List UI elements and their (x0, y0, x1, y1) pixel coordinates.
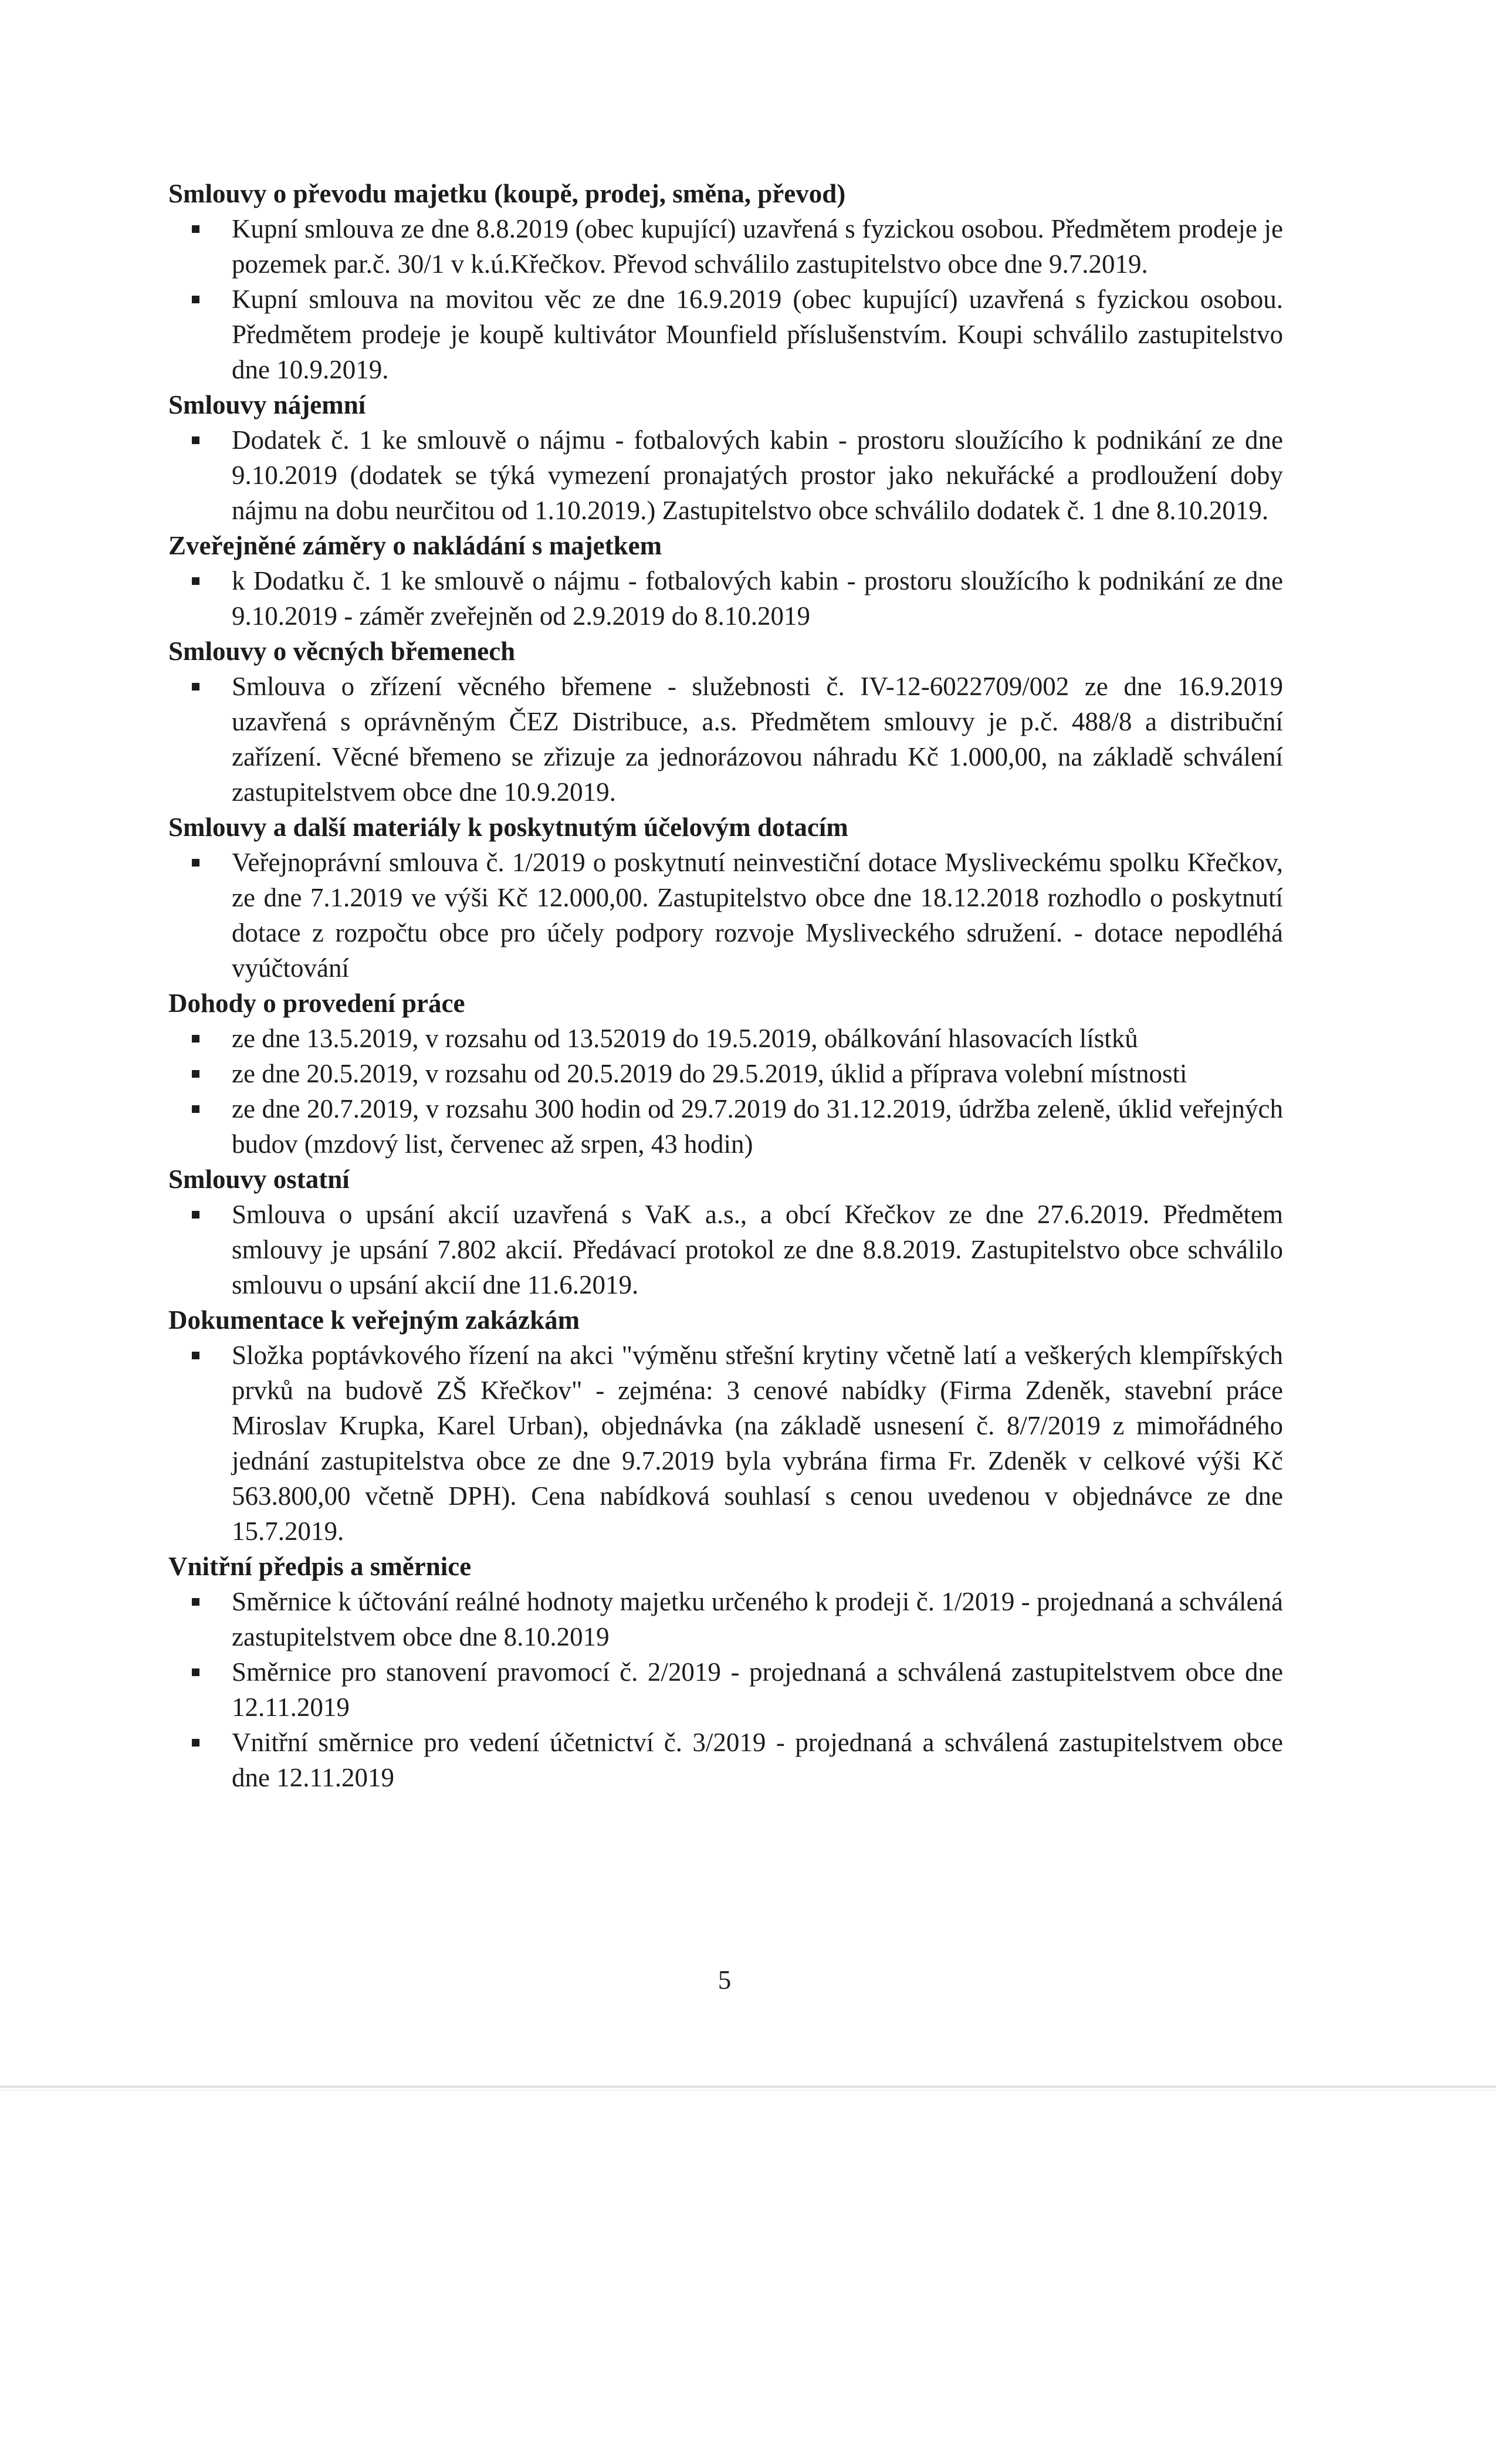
list-item (168, 282, 1283, 387)
list-item (168, 1197, 1283, 1302)
bullet-icon (192, 1035, 199, 1043)
list-item (168, 1021, 1283, 1056)
bullet-icon (192, 1105, 199, 1113)
section-heading: Dohody o provedení práce (168, 989, 465, 1018)
bullet-list (168, 563, 1283, 634)
list-item (168, 1654, 1283, 1725)
bullet-icon (192, 296, 199, 303)
list-item (168, 1056, 1283, 1091)
list-item (168, 211, 1283, 282)
section-heading: Smlouvy a další materiály k poskytnutým účelovým dotacím (168, 813, 848, 842)
section-heading: Smlouvy o věcných břemenech (168, 637, 516, 666)
bullet-icon (192, 1739, 199, 1747)
list-item-text: Veřejnoprávní smlouva č. 1/2019 o poskytnutí neinvestiční dotace Mysliveckému spolku Křečkov, ze dne 7.1.2019 ve výši Kč 12.000,00. Zastupitelstvo obce dne 18.12.2018 rozhodlo o poskytnutí dotace z rozpočtu obce pro účely podpory rozvoje Mysliveckého sdružení. - dotace nepodléhá vyúčtování (232, 848, 1283, 983)
bullet-list (168, 1021, 1283, 1162)
document-content (168, 176, 1283, 1795)
bullet-icon (192, 577, 199, 585)
section-heading: Zveřejněné záměry o nakládání s majetkem (168, 531, 662, 560)
section-heading: Smlouvy o převodu majetku (koupě, prodej, směna, převod) (168, 179, 846, 208)
bullet-list (168, 1197, 1283, 1302)
list-item-text: Kupní smlouva na movitou věc ze dne 16.9.2019 (obec kupující) uzavřená s fyzickou osobou. Předmětem prodeje je koupě kultivátor Mounfield příslušenstvím. Koupi schválilo zastupitelstvo dne 10.9.2019. (232, 285, 1283, 384)
list-item (168, 1725, 1283, 1795)
bullet-list (168, 211, 1283, 387)
list-item (168, 669, 1283, 810)
bullet-icon (192, 683, 199, 691)
bullet-icon (192, 1598, 199, 1606)
scan-edge-divider (0, 2086, 1496, 2088)
section-heading: Dokumentace k veřejným zakázkám (168, 1305, 580, 1335)
list-item-text: Směrnice pro stanovení pravomocí č. 2/2019 - projednaná a schválená zastupitelstvem obce dne 12.11.2019 (232, 1657, 1283, 1722)
list-item (168, 1584, 1283, 1654)
bullet-icon (192, 225, 199, 233)
bullet-icon (192, 436, 199, 444)
section-heading: Vnitřní předpis a směrnice (168, 1552, 472, 1581)
list-item-text: ze dne 13.5.2019, v rozsahu od 13.52019 do 19.5.2019, obálkování hlasovacích lístků (232, 1024, 1138, 1053)
bullet-list (168, 422, 1283, 528)
bullet-icon (192, 1352, 199, 1359)
list-item (168, 845, 1283, 986)
list-item (168, 1091, 1283, 1162)
list-item-text: Dodatek č. 1 ke smlouvě o nájmu - fotbalových kabin - prostoru sloužícího k podnikání ze dne 9.10.2019 (dodatek se týká vymezení pronajatých prostor jako nekuřácké a prodloužení doby nájmu na dobu neurčitou od 1.10.2019.) Zastupitelstvo obce schválilo dodatek č. 1 dne 8.10.2019. (232, 425, 1283, 525)
list-item (168, 1338, 1283, 1549)
section-heading: Smlouvy ostatní (168, 1165, 350, 1194)
list-item-text: Smlouva o upsání akcií uzavřená s VaK a.s., a obcí Křečkov ze dne 27.6.2019. Předmětem smlouvy je upsání 7.802 akcií. Předávací protokol ze dne 8.8.2019. Zastupitelstvo obce schválilo smlouvu o upsání akcií dne 11.6.2019. (232, 1200, 1283, 1299)
section-heading: Smlouvy nájemní (168, 390, 366, 419)
list-item-text: Směrnice k účtování reálné hodnoty majetku určeného k prodeji č. 1/2019 - projednaná a schválená zastupitelstvem obce dne 8.10.2019 (232, 1587, 1283, 1651)
bullet-icon (192, 1211, 199, 1219)
list-item-text: Smlouva o zřízení věcného břemene - služebnosti č. IV-12-6022709/002 ze dne 16.9.2019 uzavřená s oprávněným ČEZ Distribuce, a.s. Předmětem smlouvy je p.č. 488/8 a distribuční zařízení. Věcné břemeno se zřizuje za jednorázovou náhradu Kč 1.000,00, na základě schválení zastupitelstvem obce dne 10.9.2019. (232, 672, 1283, 807)
bullet-icon (192, 1070, 199, 1078)
list-item-text: Kupní smlouva ze dne 8.8.2019 (obec kupující) uzavřená s fyzickou osobou. Předmětem prodeje je pozemek par.č. 30/1 v k.ú.Křečkov. Převod schválilo zastupitelstvo obce dne 9.7.2019. (232, 214, 1283, 279)
bullet-list (168, 845, 1283, 986)
bullet-icon (192, 1668, 199, 1676)
list-item (168, 563, 1283, 634)
bullet-list (168, 1584, 1283, 1795)
list-item (168, 422, 1283, 528)
list-item-text: k Dodatku č. 1 ke smlouvě o nájmu - fotbalových kabin - prostoru sloužícího k podnikání ze dne 9.10.2019 - záměr zveřejněn od 2.9.2019 do 8.10.2019 (232, 566, 1283, 631)
list-item-text: Vnitřní směrnice pro vedení účetnictví č. 3/2019 - projednaná a schválená zastupitelstvem obce dne 12.11.2019 (232, 1728, 1283, 1792)
bullet-list (168, 1338, 1283, 1549)
list-item-text: ze dne 20.5.2019, v rozsahu od 20.5.2019 do 29.5.2019, úklid a příprava volební místnosti (232, 1059, 1187, 1088)
bullet-icon (192, 859, 199, 867)
list-item-text: Složka poptávkového řízení na akci "výměnu střešní krytiny včetně latí a veškerých klempířských prvků na budově ZŠ Křečkov" - zejména: 3 cenové nabídky (Firma Zdeněk, stavební práce Miroslav Krupka, Karel Urban), objednávka (na základě usnesení č. 8/7/2019 z mimořádného jednání zastupitelstva obce ze dne 9.7.2019 byla vybrána firma Fr. Zdeněk v celkové výši Kč 563.800,00 včetně DPH). Cena nabídková souhlasí s cenou uvedenou v objednávce ze dne 15.7.2019. (232, 1341, 1283, 1546)
scan-edge-divider (0, 2090, 1496, 2091)
page-number: 5 (717, 1965, 732, 1995)
bullet-list (168, 669, 1283, 810)
list-item-text: ze dne 20.7.2019, v rozsahu 300 hodin od 29.7.2019 do 31.12.2019, údržba zeleně, úklid veřejných budov (mzdový list, červenec až srpen, 43 hodin) (232, 1094, 1283, 1159)
